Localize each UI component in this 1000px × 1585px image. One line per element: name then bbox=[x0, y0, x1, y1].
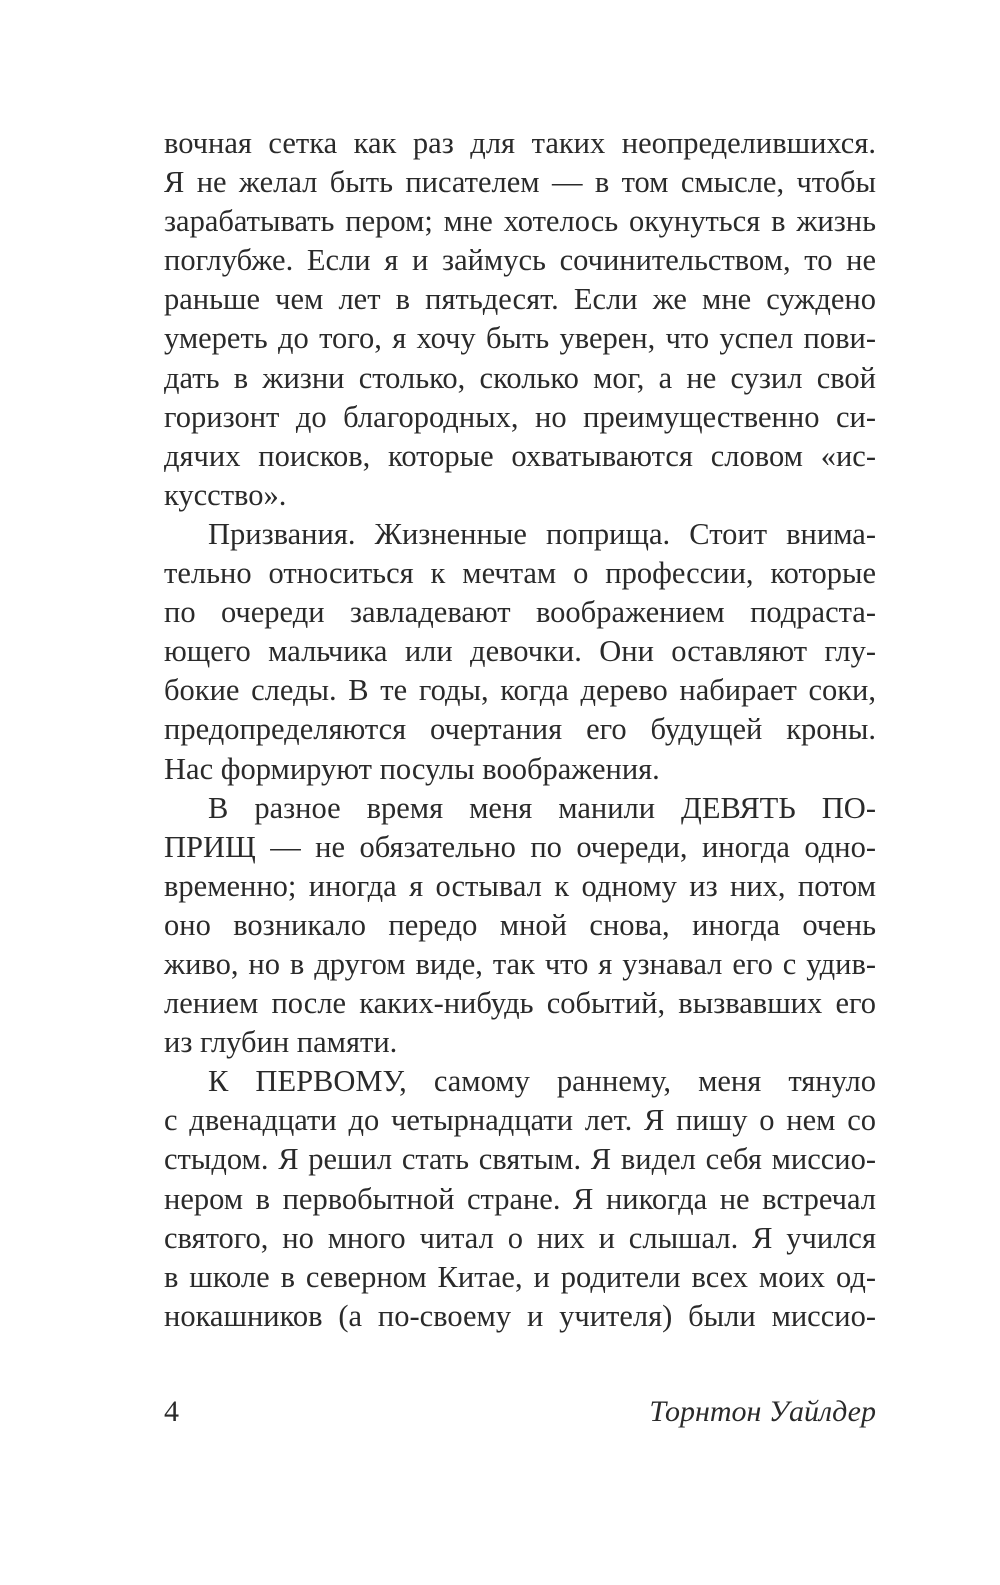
text-line: тельно относиться к мечтам о профессии, которые bbox=[164, 556, 876, 591]
text-line: предопределяются очертания его будущей кроны. bbox=[164, 712, 876, 747]
text-line: горизонт до благородных, но преимущественно си- bbox=[164, 399, 876, 434]
text-line: Нас формируют посулы воображения. bbox=[164, 751, 660, 786]
running-title: Торнтон Уайлдер bbox=[649, 1395, 876, 1428]
text-line: Я не желал быть писателем — в том смысле, чтобы bbox=[164, 165, 876, 200]
text-line: умереть до того, я хочу быть уверен, что успел пови- bbox=[164, 321, 876, 356]
page-footer bbox=[164, 1395, 876, 1435]
text-line: с двенадцати до четырнадцати лет. Я пишу о нем со bbox=[164, 1103, 876, 1138]
text-line: живо, но в другом виде, так что я узнавал его с удив- bbox=[164, 946, 876, 981]
text-line: оно возникало передо мной снова, иногда очень bbox=[164, 907, 876, 942]
text-line: зарабатывать пером; мне хотелось окунуться в жизнь bbox=[164, 204, 876, 239]
paragraph-first-line: В разное время меня манили ДЕВЯТЬ ПО- bbox=[208, 790, 876, 825]
text-line: дячих поисков, которые охватываются словом «ис- bbox=[164, 438, 876, 473]
text-line: раньше чем лет в пятьдесят. Если же мне суждено bbox=[164, 282, 876, 317]
text-line: по очереди завладевают воображением подраста- bbox=[164, 595, 876, 630]
text-line: нокашников (а по-своему и учителя) были миссио- bbox=[164, 1298, 876, 1333]
paragraph-first-line: Призвания. Жизненные поприща. Стоит внима- bbox=[208, 516, 876, 551]
text-line: поглубже. Если я и займусь сочинительством, то не bbox=[164, 243, 876, 278]
page-number: 4 bbox=[164, 1395, 179, 1428]
text-line: в школе в северном Китае, и родители всех моих од- bbox=[164, 1259, 876, 1294]
text-line: святого, но много читал о них и слышал. Я учился bbox=[164, 1220, 876, 1255]
text-line: временно; иногда я остывал к одному из них, потом bbox=[164, 868, 876, 903]
text-line: ющего мальчика или девочки. Они оставляют глу- bbox=[164, 634, 876, 669]
text-line: из глубин памяти. bbox=[164, 1025, 398, 1060]
text-line: стыдом. Я решил стать святым. Я видел себя миссио- bbox=[164, 1142, 876, 1177]
text-line: лением после каких-нибудь событий, вызвавших его bbox=[164, 986, 876, 1021]
body-text bbox=[164, 124, 876, 1336]
text-line: бокие следы. В те годы, когда дерево набирает соки, bbox=[164, 673, 876, 708]
text-line: дать в жизни столько, сколько мог, а не сузил свой bbox=[164, 360, 876, 395]
text-line: кусство». bbox=[164, 477, 287, 512]
text-line: вочная сетка как раз для таких неопределившихся. bbox=[164, 126, 876, 160]
text-line: нером в первобытной стране. Я никогда не встречал bbox=[164, 1181, 876, 1216]
paragraph-first-line: К ПЕРВОМУ, самому раннему, меня тянуло bbox=[208, 1064, 876, 1099]
text-line: ПРИЩ — не обязательно по очереди, иногда одно- bbox=[164, 829, 876, 864]
